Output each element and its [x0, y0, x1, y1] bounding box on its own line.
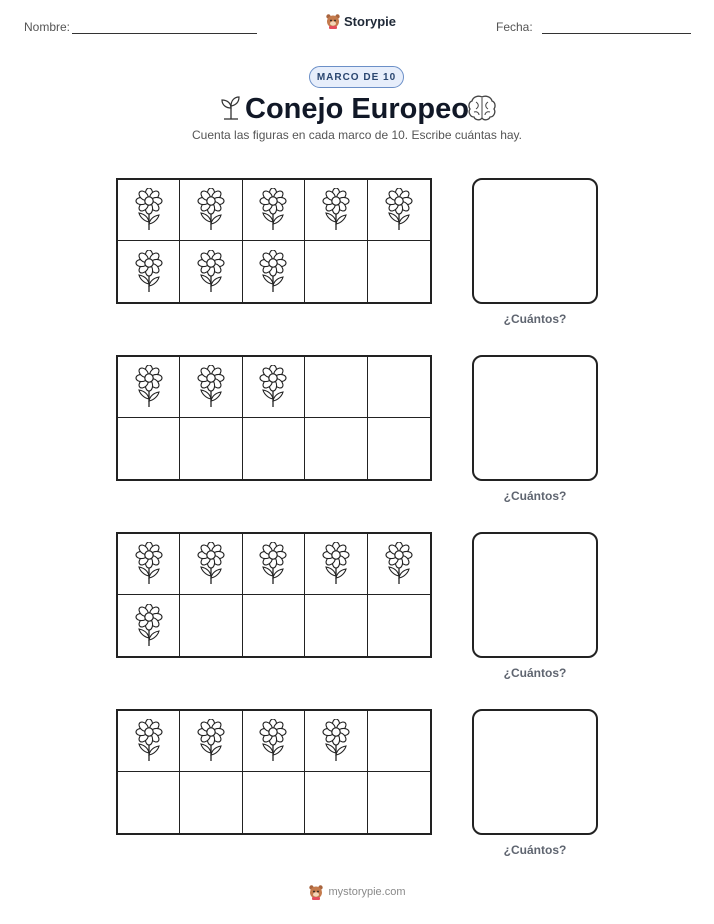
flower-icon	[133, 542, 165, 586]
storypie-logo	[325, 13, 396, 29]
brain-icon	[467, 94, 497, 122]
ten-frame-3	[116, 532, 432, 658]
flower-icon	[320, 542, 352, 586]
ten-frame-1	[116, 178, 432, 304]
frame-cell	[368, 357, 430, 418]
flower-icon	[133, 365, 165, 409]
frame-cell	[118, 241, 180, 302]
frame-cell	[118, 595, 180, 656]
frame-cell	[118, 772, 180, 833]
frame-cell	[305, 711, 367, 772]
flower-icon	[195, 365, 227, 409]
flower-icon	[383, 188, 415, 232]
answer-box-4[interactable]	[472, 709, 598, 835]
frame-cell	[368, 711, 430, 772]
worksheet-type-badge: MARCO DE 10	[309, 66, 404, 88]
flower-icon	[320, 719, 352, 763]
bear-mascot-icon	[325, 13, 341, 29]
frame-cell	[243, 534, 305, 595]
flower-icon	[257, 188, 289, 232]
flower-icon	[320, 188, 352, 232]
frame-cell	[180, 180, 242, 241]
flower-icon	[195, 542, 227, 586]
flower-icon	[195, 250, 227, 294]
flower-icon	[133, 604, 165, 648]
frame-cell	[243, 711, 305, 772]
answer-box-3[interactable]	[472, 532, 598, 658]
flower-icon	[383, 542, 415, 586]
flower-icon	[257, 542, 289, 586]
frame-cell	[180, 534, 242, 595]
frame-cell	[305, 772, 367, 833]
date-label: Fecha:	[496, 20, 533, 34]
frame-cell	[368, 595, 430, 656]
footer-url: mystorypie.com	[328, 886, 406, 898]
instructions: Cuenta las figuras en cada marco de 10. Escribe cuántas hay.	[192, 128, 522, 142]
frame-cell	[243, 595, 305, 656]
frame-cell	[118, 418, 180, 479]
page-title: Conejo Europeo	[245, 93, 469, 125]
answer-box-1[interactable]	[472, 178, 598, 304]
bear-mascot-icon	[308, 884, 324, 900]
flower-icon	[195, 719, 227, 763]
flower-icon	[257, 719, 289, 763]
flower-icon	[133, 188, 165, 232]
flower-icon	[133, 719, 165, 763]
date-field[interactable]	[542, 33, 691, 34]
frame-cell	[118, 180, 180, 241]
frame-cell	[368, 418, 430, 479]
frame-cell	[305, 180, 367, 241]
frame-cell	[368, 241, 430, 302]
frame-cell	[305, 534, 367, 595]
frame-cell	[180, 241, 242, 302]
frame-cell	[243, 357, 305, 418]
name-field[interactable]	[72, 33, 257, 34]
frame-cell	[305, 241, 367, 302]
frame-cell	[243, 241, 305, 302]
flower-icon	[133, 250, 165, 294]
ten-frame-2	[116, 355, 432, 481]
frame-cell	[118, 357, 180, 418]
how-many-label-4: ¿Cuántos?	[503, 843, 567, 857]
frame-cell	[243, 418, 305, 479]
footer	[0, 884, 714, 900]
frame-cell	[368, 772, 430, 833]
how-many-label-3: ¿Cuántos?	[503, 666, 567, 680]
flower-icon	[257, 250, 289, 294]
frame-cell	[243, 180, 305, 241]
frame-cell	[243, 772, 305, 833]
frame-cell	[118, 534, 180, 595]
name-label: Nombre:	[24, 20, 71, 34]
flower-icon	[195, 188, 227, 232]
frame-cell	[118, 711, 180, 772]
frame-cell	[305, 357, 367, 418]
frame-cell	[180, 711, 242, 772]
brand-name: Storypie	[344, 13, 397, 29]
frame-cell	[180, 595, 242, 656]
how-many-label-2: ¿Cuántos?	[503, 489, 567, 503]
ten-frame-4	[116, 709, 432, 835]
frame-cell	[368, 180, 430, 241]
frame-cell	[368, 534, 430, 595]
frame-cell	[305, 418, 367, 479]
answer-box-2[interactable]	[472, 355, 598, 481]
frame-cell	[180, 357, 242, 418]
frame-cell	[180, 772, 242, 833]
frame-cell	[305, 595, 367, 656]
flower-icon	[257, 365, 289, 409]
frame-cell	[180, 418, 242, 479]
how-many-label-1: ¿Cuántos?	[503, 312, 567, 326]
